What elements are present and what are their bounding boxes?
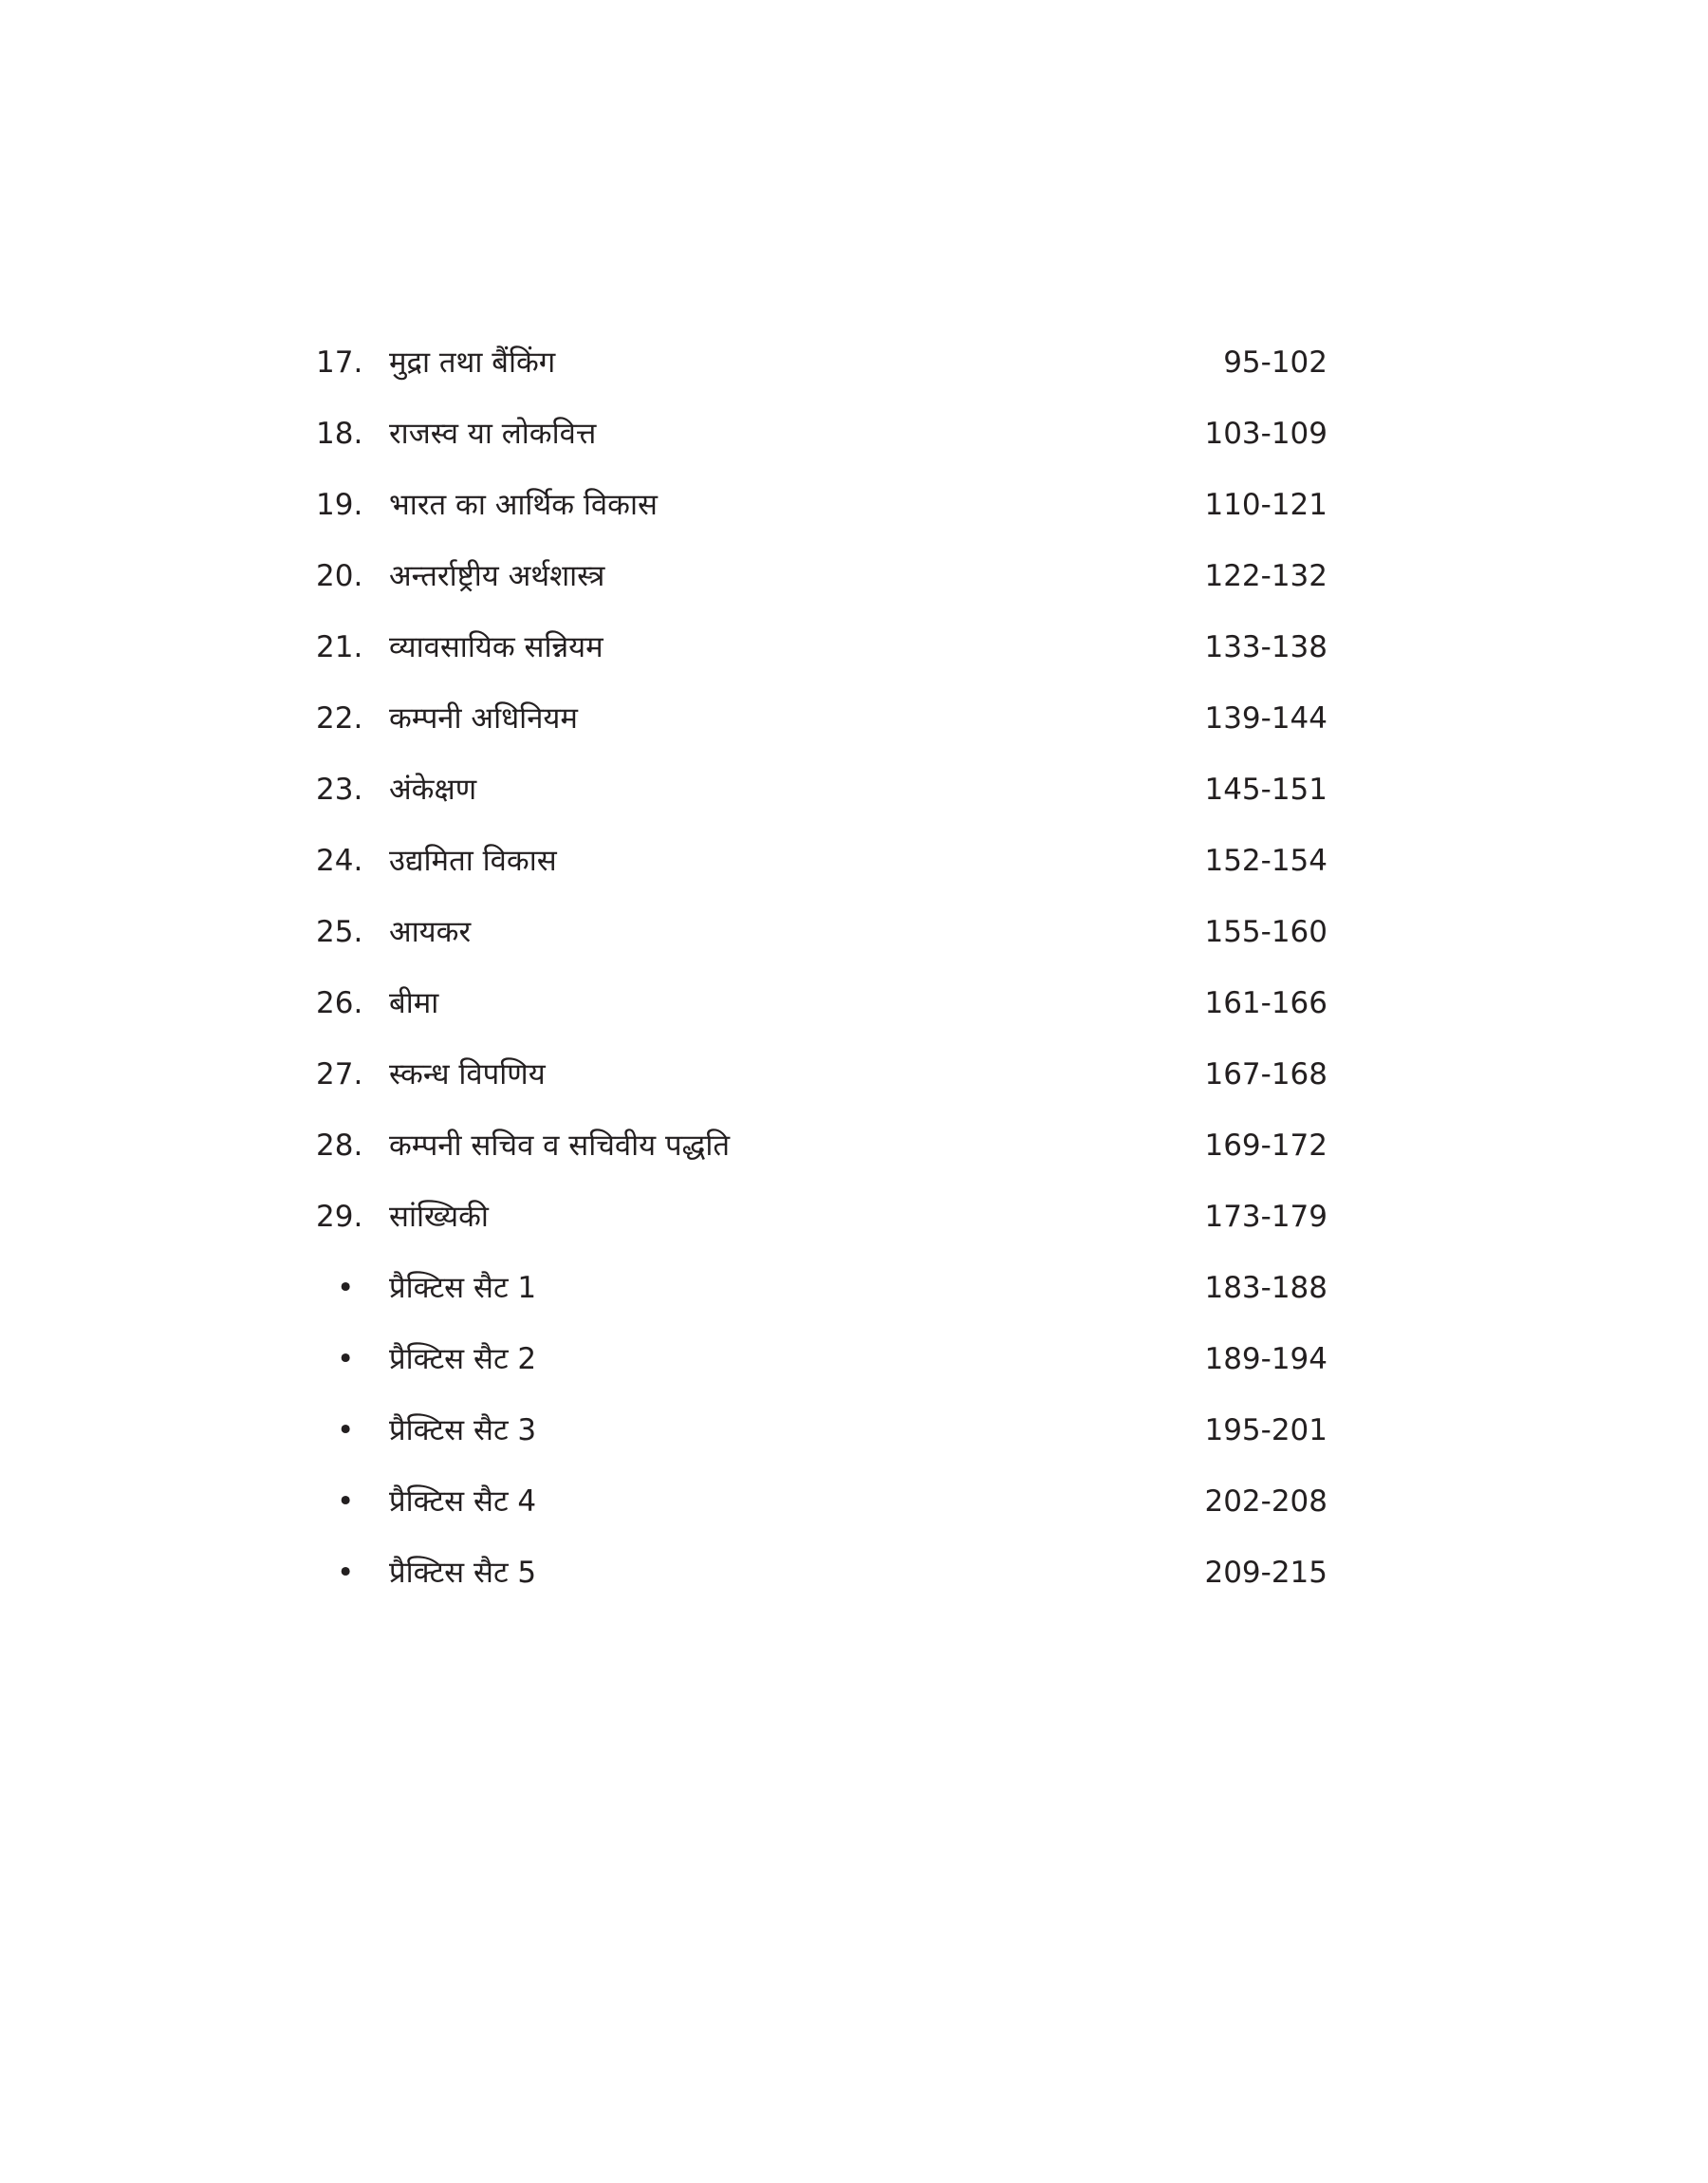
practice-set-title: प्रैक्टिस सैट 2 (389, 1342, 537, 1376)
bullet-icon: • (337, 1556, 355, 1590)
chapter-title: मुद्रा तथा बैंकिंग (389, 345, 556, 380)
chapter-title: कम्पनी अधिनियम (389, 701, 578, 736)
page-range: 189-194 (1204, 1342, 1327, 1376)
page-range: 152-154 (1204, 844, 1327, 878)
page-range: 110-121 (1204, 488, 1327, 522)
page-range: 195-201 (1204, 1413, 1327, 1447)
chapter-number: 20. (316, 559, 363, 593)
chapter-title: व्यावसायिक सन्नियम (389, 630, 603, 664)
toc-entry (0, 826, 1708, 897)
toc-entry (0, 612, 1708, 683)
chapter-number: 27. (316, 1057, 363, 1092)
practice-set-title: प्रैक्टिस सैट 5 (389, 1556, 537, 1590)
toc-entry (0, 968, 1708, 1039)
chapter-title: आयकर (389, 915, 472, 949)
toc-entry (0, 327, 1708, 399)
toc-entry (0, 897, 1708, 968)
chapter-title: अंकेक्षण (389, 773, 477, 807)
chapter-number: 17. (316, 345, 363, 380)
page-range: 95-102 (1223, 345, 1327, 380)
toc-entry (0, 541, 1708, 612)
chapter-number: 19. (316, 488, 363, 522)
chapter-title: स्कन्ध विपणिय (389, 1057, 546, 1092)
chapter-number: 22. (316, 701, 363, 736)
chapter-title: अन्तर्राष्ट्रीय अर्थशास्त्र (389, 559, 605, 593)
page-range: 133-138 (1204, 630, 1327, 664)
toc-entry (0, 1110, 1708, 1182)
practice-set-title: प्रैक्टिस सैट 4 (389, 1484, 537, 1519)
bullet-icon: • (337, 1342, 355, 1376)
chapter-title: राजस्व या लोकवित्त (389, 417, 597, 451)
chapter-number: 24. (316, 844, 363, 878)
toc-entry (0, 755, 1708, 826)
practice-set-title: प्रैक्टिस सैट 3 (389, 1413, 537, 1447)
page-range: 122-132 (1204, 559, 1327, 593)
toc-entry (0, 1039, 1708, 1110)
chapter-number: 18. (316, 417, 363, 451)
table-of-contents (0, 327, 1708, 1609)
practice-set-title: प्रैक्टिस सैट 1 (389, 1271, 537, 1305)
toc-practice-entry (0, 1538, 1708, 1609)
toc-practice-entry (0, 1466, 1708, 1538)
toc-entry (0, 1182, 1708, 1253)
bullet-icon: • (337, 1484, 355, 1519)
page-range: 183-188 (1204, 1271, 1327, 1305)
page-range: 173-179 (1204, 1200, 1327, 1234)
page-range: 209-215 (1204, 1556, 1327, 1590)
toc-practice-entry (0, 1324, 1708, 1395)
chapter-number: 25. (316, 915, 363, 949)
toc-practice-entry (0, 1253, 1708, 1324)
chapter-number: 26. (316, 986, 363, 1020)
chapter-title: कम्पनी सचिव व सचिवीय पद्धति (389, 1129, 731, 1163)
chapter-title: बीमा (389, 986, 439, 1020)
chapter-number: 23. (316, 773, 363, 807)
chapter-title: भारत का आर्थिक विकास (389, 488, 658, 522)
bullet-icon: • (337, 1271, 355, 1305)
chapter-number: 28. (316, 1129, 363, 1163)
chapter-title: सांख्यिकी (389, 1200, 489, 1234)
page-range: 167-168 (1204, 1057, 1327, 1092)
chapter-title: उद्यमिता विकास (389, 844, 557, 878)
bullet-icon: • (337, 1413, 355, 1447)
toc-entry (0, 683, 1708, 755)
toc-entry (0, 399, 1708, 470)
toc-practice-entry (0, 1395, 1708, 1466)
page-range: 145-151 (1204, 773, 1327, 807)
page-range: 103-109 (1204, 417, 1327, 451)
page-range: 155-160 (1204, 915, 1327, 949)
page-range: 139-144 (1204, 701, 1327, 736)
page-range: 161-166 (1204, 986, 1327, 1020)
toc-entry (0, 470, 1708, 541)
page-range: 202-208 (1204, 1484, 1327, 1519)
chapter-number: 21. (316, 630, 363, 664)
chapter-number: 29. (316, 1200, 363, 1234)
page-range: 169-172 (1204, 1129, 1327, 1163)
